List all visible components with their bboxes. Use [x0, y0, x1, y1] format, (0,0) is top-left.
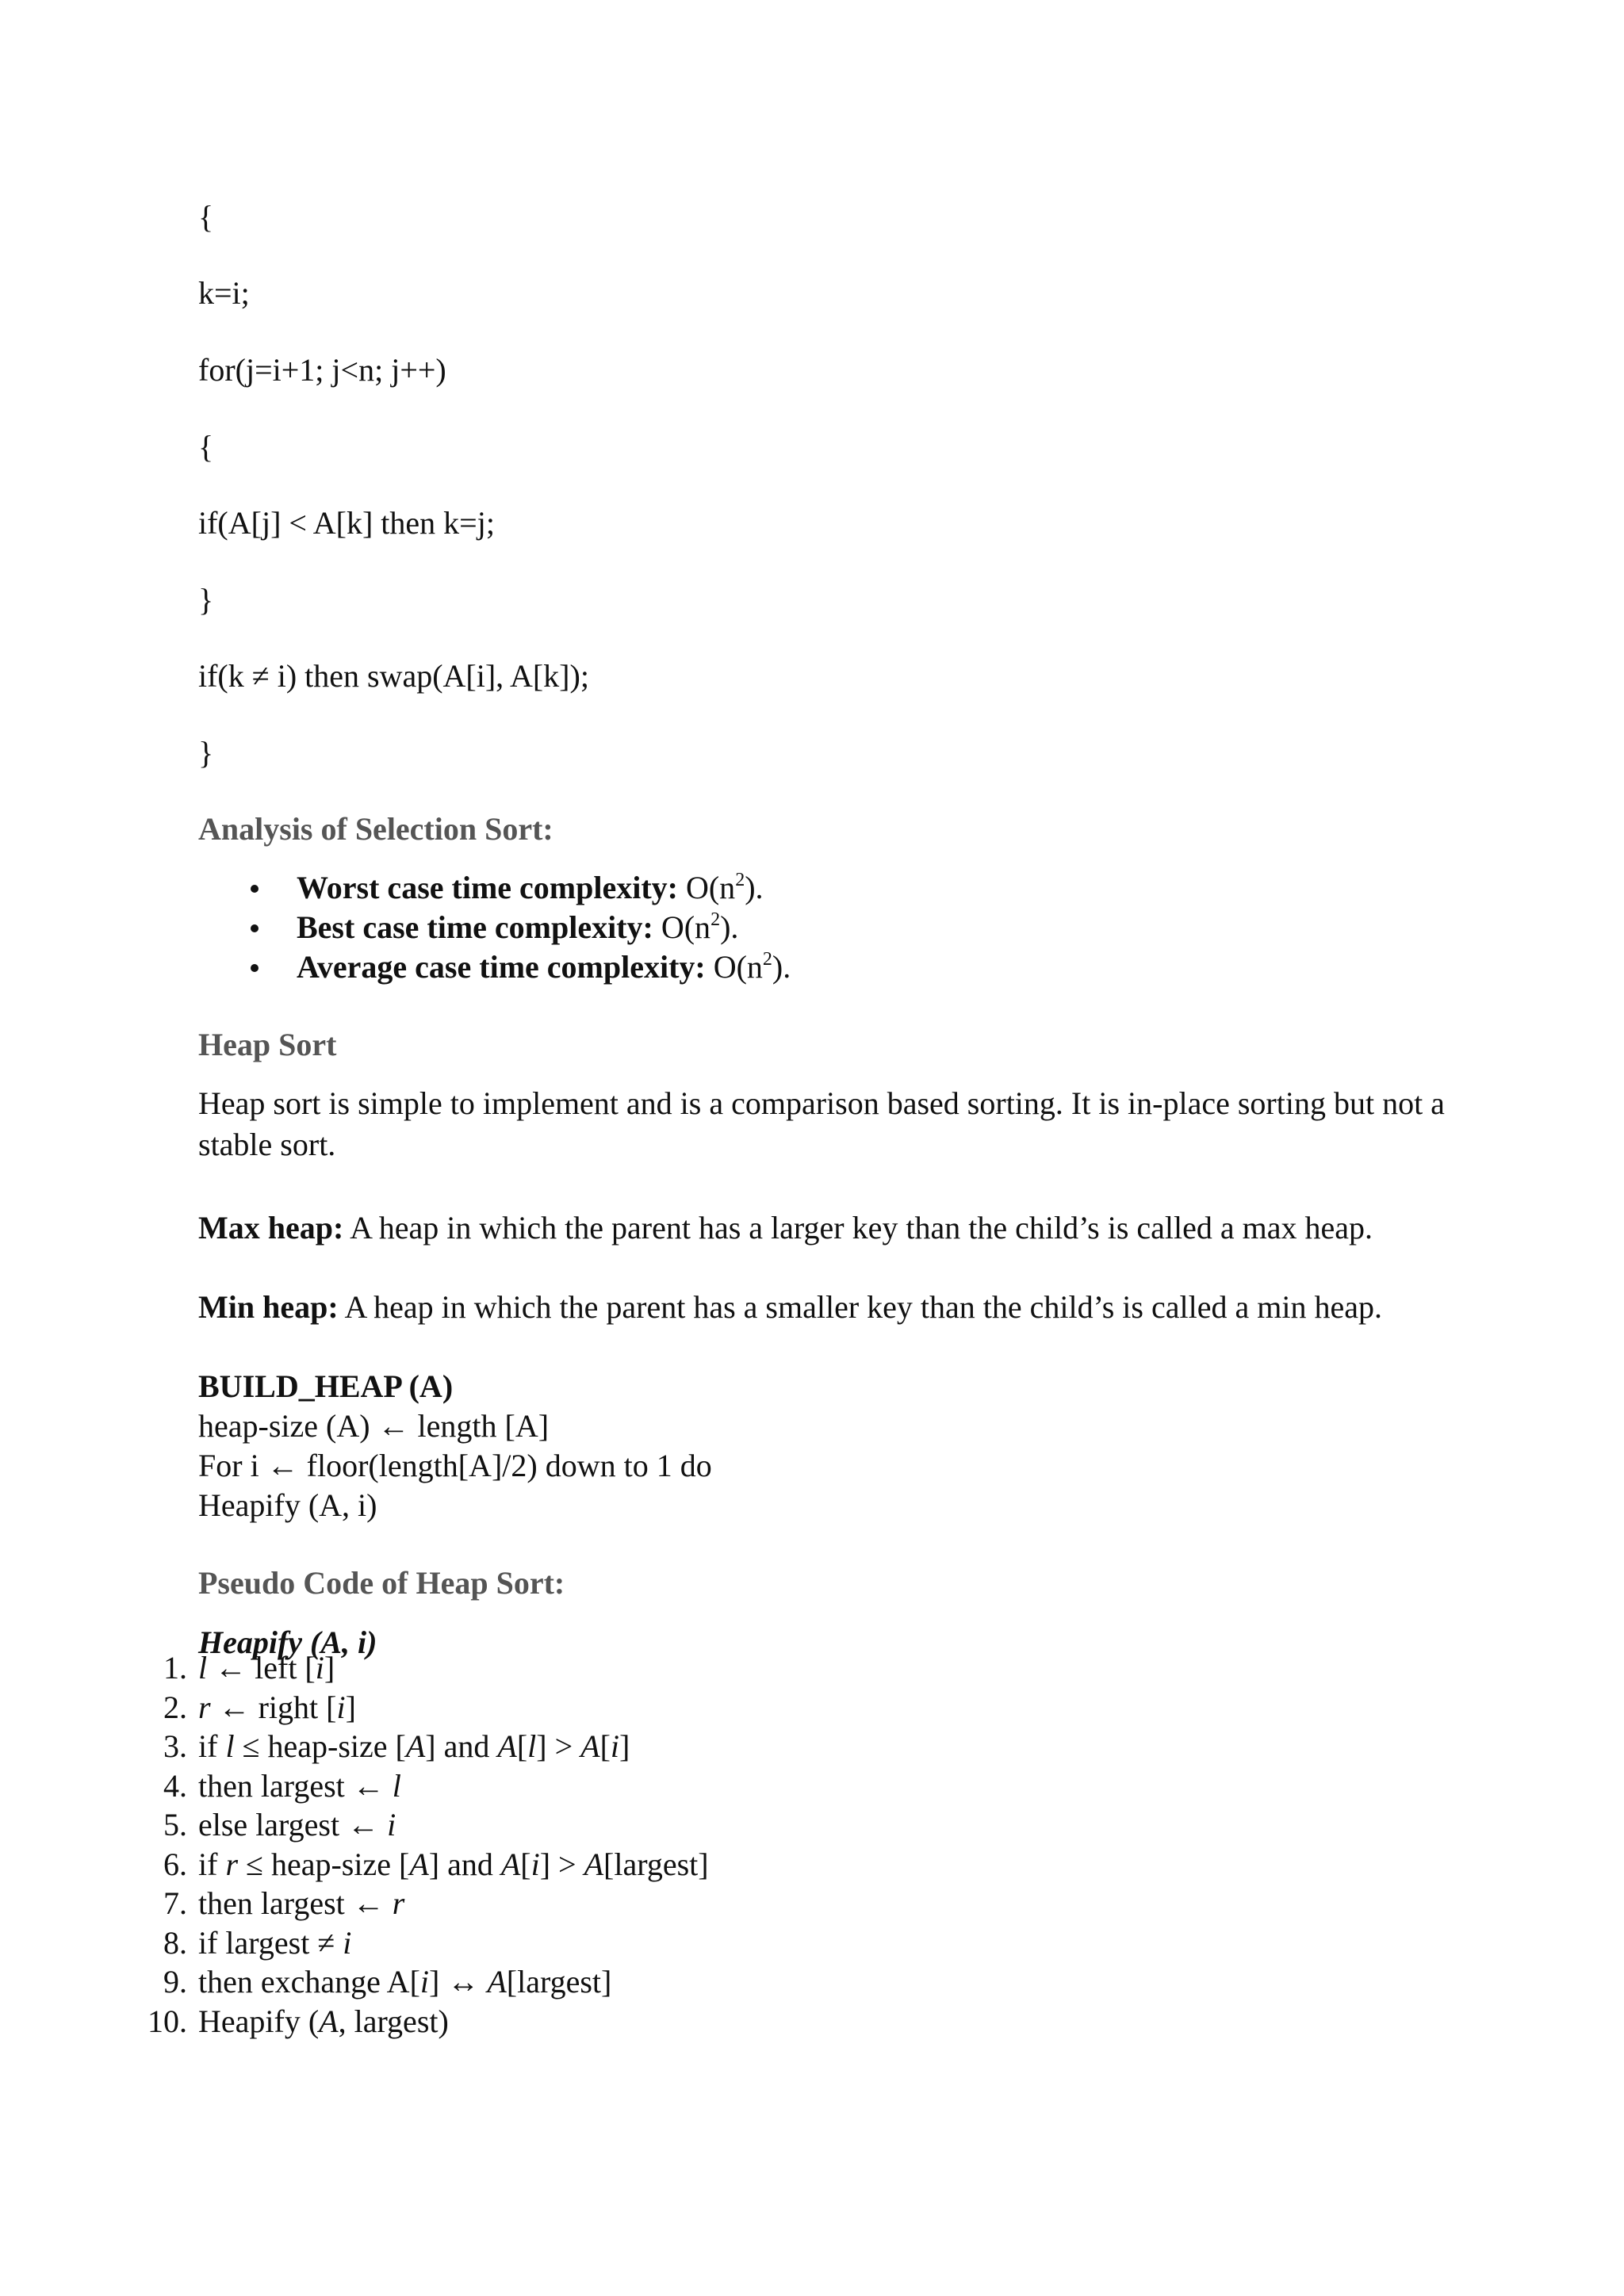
step-number: 2. — [163, 1689, 187, 1725]
step-text: Heapify (A, largest) — [198, 2003, 449, 2039]
complexity-value-end: ). — [772, 949, 791, 985]
heapify-step — [143, 1689, 709, 1728]
max-heap-definition — [198, 1209, 1373, 1247]
code-open-brace: { — [198, 199, 214, 235]
step-text: else largest ← i — [198, 1807, 396, 1843]
step-number: 1. — [163, 1650, 187, 1686]
list-item — [198, 869, 791, 909]
step-text: if r ≤ heap-size [A] and A[i] > A[largest] — [198, 1846, 709, 1882]
complexity-label: Average case time complexity: — [297, 949, 706, 985]
complexity-value: O(n — [653, 909, 711, 945]
complexity-value: O(n — [677, 870, 736, 905]
complexity-list — [198, 869, 791, 988]
complexity-exponent: 2 — [735, 870, 745, 890]
heapify-title: Heapify (A, i) — [198, 1624, 377, 1660]
step-number: 4. — [163, 1767, 187, 1804]
step-number: 6. — [163, 1846, 187, 1882]
step-number: 7. — [163, 1885, 187, 1921]
heap-sort-heading: Heap Sort — [198, 1027, 337, 1062]
step-text: r ← right [i] — [198, 1689, 356, 1725]
step-number: 3. — [163, 1728, 187, 1764]
heapify-step — [143, 1963, 709, 2003]
min-heap-definition — [198, 1288, 1382, 1326]
step-text: if largest ≠ i — [198, 1924, 352, 1961]
step-number: 9. — [163, 1964, 187, 1999]
step-text: if l ≤ heap-size [A] and A[l] > A[i] — [198, 1728, 630, 1764]
code-open-brace-inner: { — [198, 429, 214, 465]
step-number: 10. — [147, 2003, 187, 2039]
code-k-assign: k=i; — [198, 275, 250, 311]
build-heap-line: heap-size (A) ← length [A] — [198, 1408, 550, 1444]
build-heap-line: For i ← floor(length[A]/2) down to 1 do — [198, 1448, 712, 1483]
complexity-exponent: 2 — [710, 909, 721, 930]
complexity-exponent: 2 — [762, 949, 772, 970]
bullet-icon — [251, 885, 259, 893]
complexity-label: Worst case time complexity: — [297, 870, 678, 905]
list-item — [198, 909, 791, 948]
heapify-step — [143, 2003, 709, 2042]
build-heap-title: BUILD_HEAP (A) — [198, 1368, 454, 1404]
code-close-brace: } — [198, 735, 214, 771]
complexity-value-end: ). — [745, 870, 764, 905]
code-close-brace-inner: } — [198, 582, 214, 618]
code-if-compare: if(A[j] < A[k] then k=j; — [198, 505, 495, 541]
code-for-loop: for(j=i+1; j<n; j++) — [198, 352, 446, 388]
heapify-step — [143, 1924, 709, 1964]
list-item — [198, 948, 791, 988]
complexity-value: O(n — [705, 949, 763, 985]
code-if-swap: if(k ≠ i) then swap(A[i], A[k]); — [198, 658, 589, 694]
step-number: 8. — [163, 1924, 187, 1961]
heap-sort-intro: Heap sort is simple to implement and is a comparison based sorting. It is in-place sorting but not a stable sort. — [198, 1085, 1445, 1162]
heapify-step — [143, 1767, 709, 1807]
min-heap-text: A heap in which the parent has a smaller key than the child’s is called a min heap. — [338, 1289, 1382, 1325]
bullet-icon — [251, 964, 259, 972]
heapify-step — [143, 1728, 709, 1767]
max-heap-label: Max heap: — [198, 1210, 344, 1246]
heapify-step — [143, 1806, 709, 1846]
heapify-step — [143, 1649, 709, 1689]
step-text: then exchange A[i] ↔ A[largest] — [198, 1964, 612, 1999]
pseudo-code-heading: Pseudo Code of Heap Sort: — [198, 1565, 565, 1601]
bullet-icon — [251, 924, 259, 932]
heapify-steps — [143, 1649, 709, 2042]
analysis-heading: Analysis of Selection Sort: — [198, 811, 553, 847]
step-number: 5. — [163, 1807, 187, 1843]
min-heap-label: Min heap: — [198, 1289, 339, 1325]
complexity-value-end: ). — [720, 909, 739, 945]
heapify-step — [143, 1846, 709, 1885]
heapify-step — [143, 1885, 709, 1924]
build-heap-line: Heapify (A, i) — [198, 1487, 377, 1523]
step-text: then largest ← l — [198, 1767, 401, 1804]
step-text: l ← left [i] — [198, 1650, 335, 1686]
complexity-label: Best case time complexity: — [297, 909, 653, 945]
max-heap-text: A heap in which the parent has a larger key than the child’s is called a max heap. — [343, 1210, 1373, 1246]
step-text: then largest ← r — [198, 1885, 405, 1921]
